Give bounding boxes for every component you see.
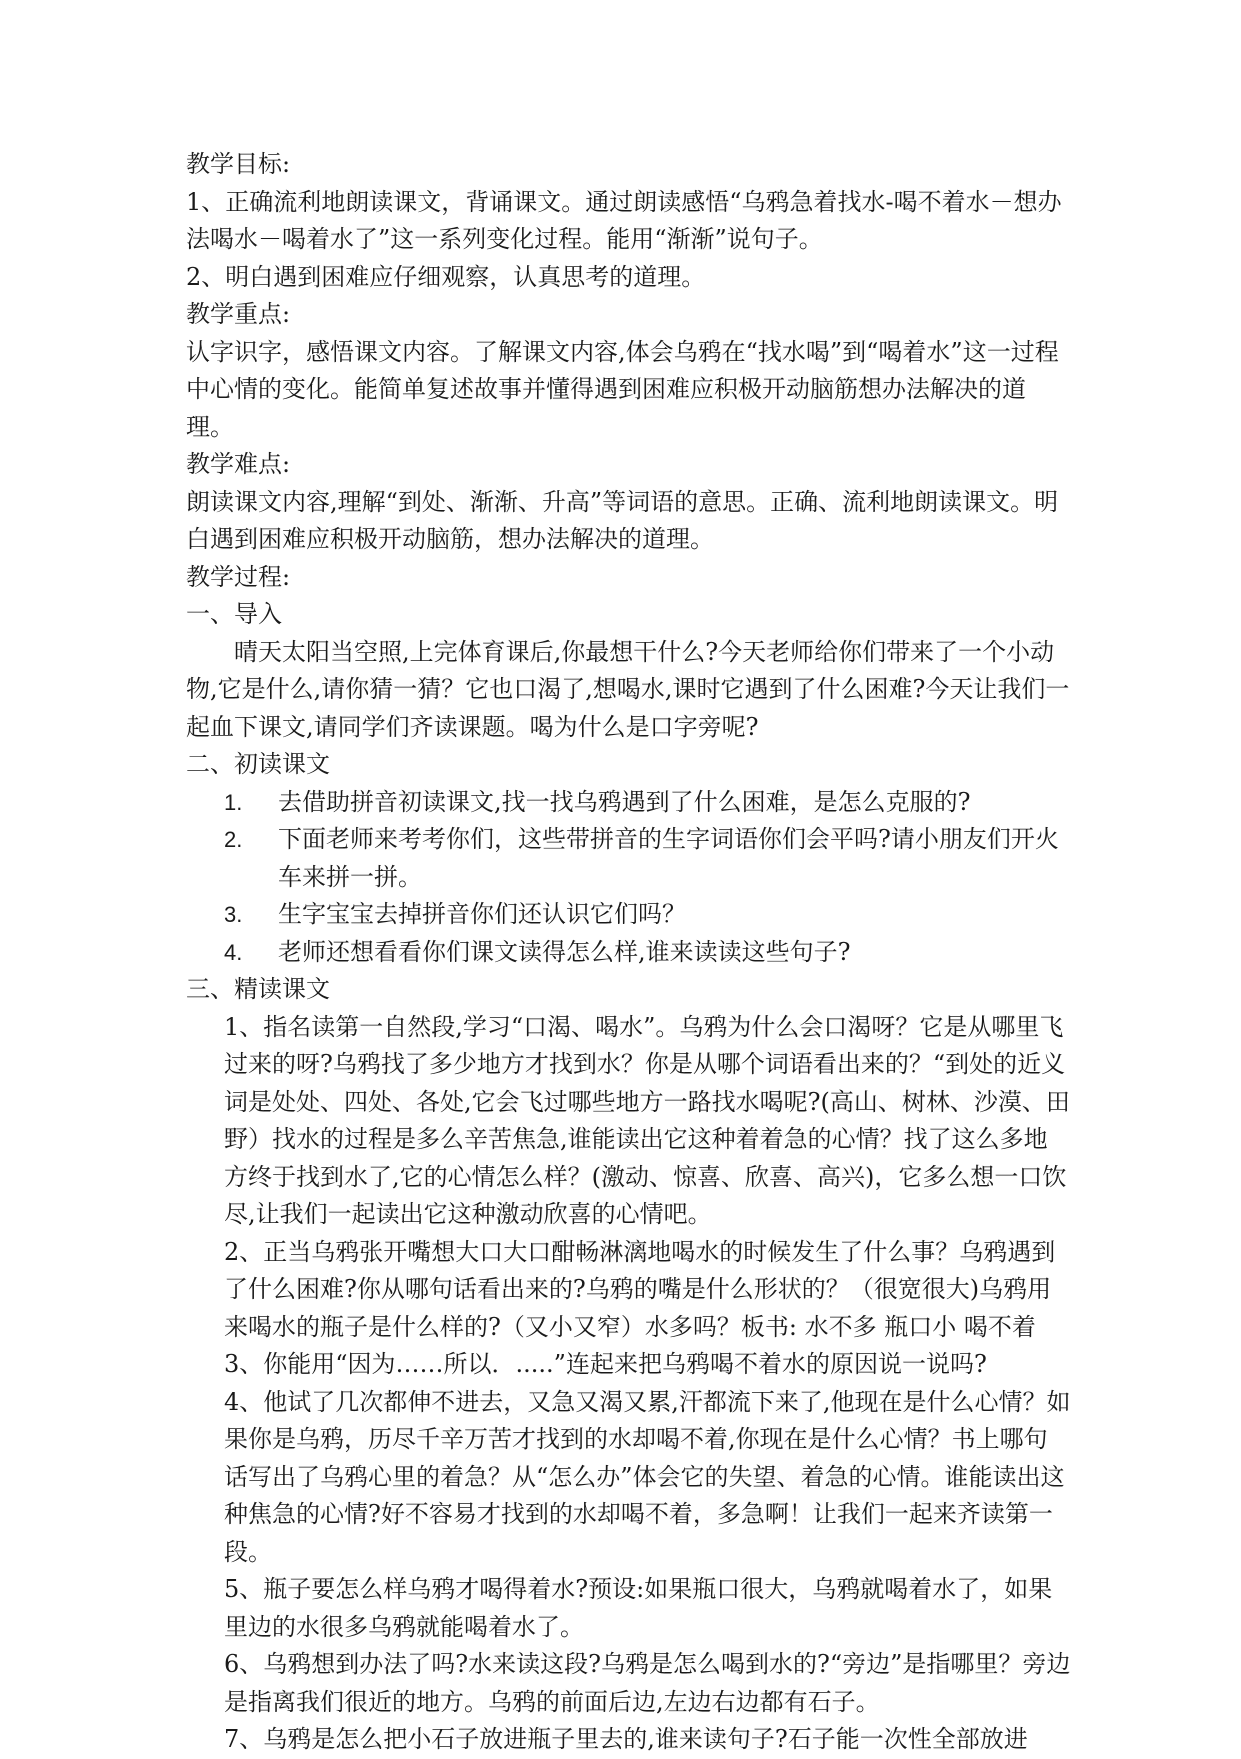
list-text: 老师还想看看你们课文读得怎么样,谁来读读这些句子? — [278, 937, 851, 966]
process-heading: 教学过程: — [186, 562, 291, 591]
difficulty-text: 朗读课文内容,理解“到处、渐渐、升高”等词语的意思。正确、流利地朗读课文。明白遇到困难应积极开动脑筋，想办法解决的道理。 — [186, 487, 1059, 553]
list-number: 2. — [224, 827, 243, 852]
close-reading-item-2: 2、正当乌鸦张开嘴想大口大口酣畅淋漓地喝水的时候发生了什么事？乌鸦遇到了什么困难?你从哪句话看出来的?乌鸦的嘴是什么形状的？（很宽很大)乌鸦用来喝水的瓶子是什么样的?（又小又窄）水多吗？板书: 水不多 瓶口小 喝不着 — [224, 1237, 1056, 1341]
goal-heading: 教学目标: — [186, 150, 291, 178]
document-page — [186, 146, 1071, 1759]
list-number: 4. — [224, 939, 243, 965]
section-close-reading-heading: 三、精读课文 — [186, 975, 330, 1003]
list-text: 去借助拼音初读课文,找一找乌鸦遇到了什么困难，是怎么克服的? — [278, 787, 971, 816]
goal-item-1: 1、正确流利地朗读课文，背诵课文。通过朗读感悟“乌鸦急着找水-喝不着水－想办法喝水－喝着水了”这一系列变化过程。能用“渐渐”说句子。 — [186, 187, 1062, 253]
close-reading-item-4: 4、他试了几次都伸不进去，又急又渴又累,汗都流下来了,他现在是什么心情？如果你是乌鸦，历尽千辛万苦才找到的水却喝不着,你现在是什么心情？书上哪句话写出了乌鸦心里的着急？从“怎么办”体会它的失望、着急的心情。谁能读出这种焦急的心情?好不容易才找到的水却喝不着，多急啊！让我们一起来齐读第一段。 — [224, 1387, 1071, 1566]
list-item — [224, 934, 1071, 972]
key-points-text: 认字识字，感悟课文内容。了解课文内容,体会乌鸦在“找水喝”到“喝着水”这一过程中心情的变化。能简单复述故事并懂得遇到困难应积极开动脑筋想办法解决的道理。 — [186, 337, 1059, 441]
close-reading-item-6: 6、乌鸦想到办法了吗?水来读这段?乌鸦是怎么喝到水的?“旁边”是指哪里？旁边是指离我们很近的地方。乌鸦的前面后边,左边右边都有石子。 — [224, 1650, 1071, 1716]
list-text: 生字宝宝去掉拼音你们还认识它们吗？ — [278, 900, 686, 928]
list-number: 3. — [224, 902, 243, 927]
section-intro-heading: 一、导入 — [186, 600, 282, 628]
close-reading-item-1: 1、指名读第一自然段,学习“口渴、喝水”。乌鸦为什么会口渴呀？它是从哪里飞过来的呀?乌鸦找了多少地方才找到水？你是从哪个词语看出来的？“到处的近义词是处处、四处、各处,它会飞过哪些地方一路找水喝呢?(高山、树林、沙漠、田野）找水的过程是多么辛苦焦急,谁能读出它这种着着急的心情？找了这么多地方终于找到水了,它的心情怎么样？(激动、惊喜、欣喜、高兴)，它多么想一口饮尽,让我们一起读出它这种激动欣喜的心情吧。 — [224, 1012, 1070, 1228]
section-intro-text: 晴天太阳当空照,上完体育课后,你最想干什么?今天老师给你们带来了一个小动物,它是什么,请你猜一猜？它也口渴了,想喝水,课时它遇到了什么困难?今天让我们一起血下课文,请同学们齐读课题。喝为什么是口字旁呢? — [186, 637, 1070, 741]
difficulty-heading: 教学难点: — [186, 450, 291, 478]
key-points-heading: 教学重点: — [186, 300, 291, 328]
list-item — [224, 896, 1071, 934]
list-item — [224, 784, 1071, 822]
list-item — [224, 821, 1071, 896]
close-reading-item-7: 7、乌鸦是怎么把小石子放进瓶子里去的,谁来读句子?石子能一次性全部放进 — [224, 1725, 1028, 1753]
list-number: 1. — [224, 789, 243, 815]
close-reading-item-5: 5、瓶子要怎么样乌鸦才喝得着水?预设:如果瓶口很大，乌鸦就喝着水了，如果里边的水很多乌鸦就能喝着水了。 — [224, 1575, 1053, 1641]
list-text: 下面老师来考考你们，这些带拼音的生字词语你们会平吗?请小朋友们开火车来拼一拼。 — [278, 825, 1059, 891]
section-first-reading-heading: 二、初读课文 — [186, 750, 330, 778]
close-reading-item-3: 3、你能用“因为……所以．.....”连起来把乌鸦喝不着水的原因说一说吗? — [224, 1350, 987, 1378]
goal-item-2: 2、明白遇到困难应仔细观察，认真思考的道理。 — [186, 262, 706, 291]
